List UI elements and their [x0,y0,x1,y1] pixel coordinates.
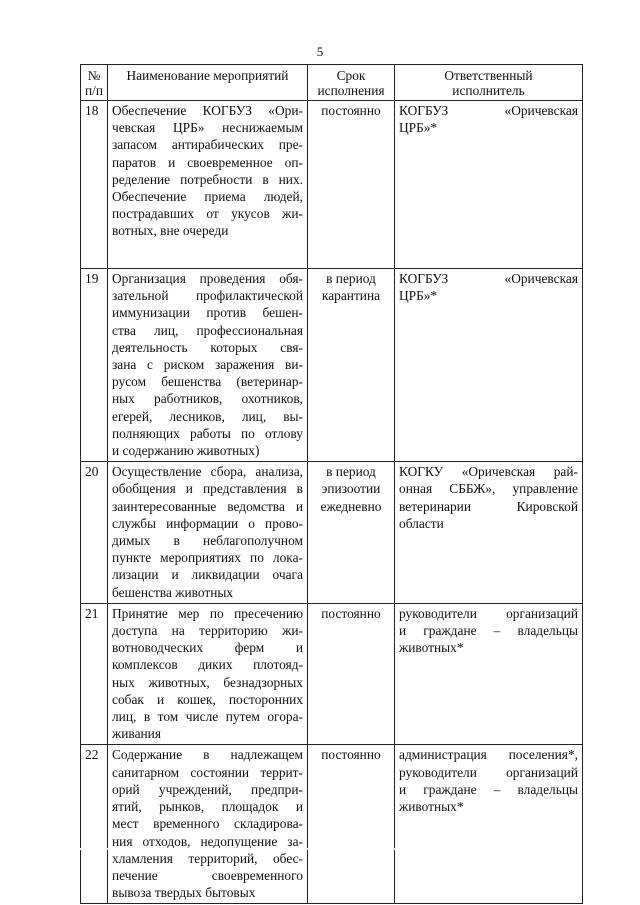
text-line: хламления территорий, обес- [112,850,303,866]
text-line: эпизоотии [321,481,381,497]
text-line: животных* [399,640,464,656]
table-row [81,101,583,269]
text-line: вывоза твердых бытовых [112,885,256,901]
text-line: вотных, вне очереди [112,223,229,239]
text-line: димых в неблагополучном [112,533,303,549]
text-line: егерей, лесников, лиц, вы- [112,408,303,424]
table-row [81,462,583,604]
text-line: зана с риском заражения ви- [112,357,303,373]
text-line: лизации и ликвидации очага [112,567,303,583]
text-line: мест временного складирова- [112,816,303,832]
text-line: орий учреждений, предпри- [112,781,303,797]
text-line: деятельность которых свя- [112,339,303,355]
text-line: полняющих работы по отлову [112,425,303,441]
text-line: КОГБУЗ «Оричевская [399,271,578,286]
text-line: Обеспечение приема людей, [112,189,303,205]
text-line: Содержание в надлежащем [112,747,303,763]
text-line: и граждане – владельцы [399,623,578,639]
text-line: в период [326,464,376,480]
text-line: иммунизации против бешен- [112,305,303,321]
text-line: руководители организаций [399,605,578,621]
text-line: пункте мероприятиях по лока- [112,550,303,566]
text-line: ятий, рынков, площадок и [112,799,303,815]
text-line: животных* [399,799,464,815]
text-line: и граждане – владельцы [399,781,578,797]
measure-term [308,462,395,604]
text-line: бешенства животных [112,584,234,600]
text-line: карантина [321,288,381,304]
text-line: ЦРБ»* [399,288,438,304]
text-line: ветеринарии Кировской [399,498,578,514]
text-line: Организация проведения обя- [112,271,303,286]
text-line: руководители организаций [399,764,578,780]
text-line: запасом антирабических пре- [112,137,303,153]
table-header-row [81,65,583,101]
text-line: КОГКУ «Оричевская рай- [399,464,578,480]
row-number: 22 [81,745,108,904]
text-line: ежедневно [320,498,382,514]
measure-responsible [395,462,583,604]
header-responsible: Ответственный исполнитель [395,65,583,101]
header-num: № п/п [81,65,108,101]
text-line: ства лиц, профессиональная [112,322,303,338]
text-line: русом бешенства (ветеринар- [112,374,303,390]
measure-name [108,462,308,604]
measure-term [308,603,395,745]
table-row [81,603,583,745]
row-number: 19 [81,269,108,462]
measure-term [308,269,395,462]
text-line: администрация поселения*, [399,747,578,763]
measure-responsible [395,269,583,462]
text-line: ных работников, охотников, [112,391,303,407]
text-line: доступа на территорию жи- [112,623,303,639]
text-line: в период [326,271,376,286]
measure-responsible [395,603,583,745]
text-line: зательной профилактической [112,288,303,304]
row-number: 18 [81,101,108,269]
table-row [81,269,583,462]
text-line: собак и кошек, посторонних [112,691,303,707]
text-line: КОГБУЗ «Оричевская [399,103,578,118]
text-line: Осуществление сбора, анализа, [112,464,303,480]
text-line: вотноводческих ферм и [112,640,303,656]
text-line: заинтересованные ведомства и [112,498,303,514]
text-line: чевская ЦРБ» неснижаемым [112,120,303,136]
measure-name [108,603,308,745]
text-line: паратов и своевременное оп- [112,154,303,170]
table-row [81,745,583,904]
text-line: обобщения и представления в [112,481,303,497]
header-term: Срок исполнения [308,65,395,101]
row-number: 21 [81,603,108,745]
measure-term [308,101,395,269]
text-line: живания [112,726,161,742]
text-line: области [399,515,444,531]
text-line: ных животных, безнадзорных [112,674,303,690]
measure-term [308,745,395,904]
text-line: Обеспечение КОГБУЗ «Ори- [112,103,303,118]
text-line: санитарном состоянии террит- [112,764,303,780]
text-line: постоянно [321,103,381,118]
page-cutoff [80,848,582,850]
header-name: Наименование мероприятий [108,65,308,101]
text-line: службы информации о прово- [112,515,303,531]
text-line: ределение потребности в них. [112,171,303,187]
text-line: комплексов диких плотояд- [112,657,303,673]
measures-table [80,64,583,904]
measure-name [108,101,308,269]
text-line: онная СББЖ», управление [399,481,578,497]
measure-name [108,745,308,904]
page-number: 5 [316,44,324,59]
text-line: лиц, в том числе путем огора- [112,709,303,725]
text-line: и содержанию животных) [112,443,260,459]
text-line: пострадавших от укусов жи- [112,206,303,222]
row-number: 20 [81,462,108,604]
measure-responsible [395,101,583,269]
text-line: ния отходов, недопущение за- [112,833,303,849]
text-line: постоянно [321,747,381,763]
measure-name [108,269,308,462]
text-line: печение своевременного [112,867,303,883]
text-line: ЦРБ»* [399,120,438,136]
measure-responsible [395,745,583,904]
text-line: Принятие мер по пресечению [112,605,303,621]
text-line: постоянно [321,605,381,621]
